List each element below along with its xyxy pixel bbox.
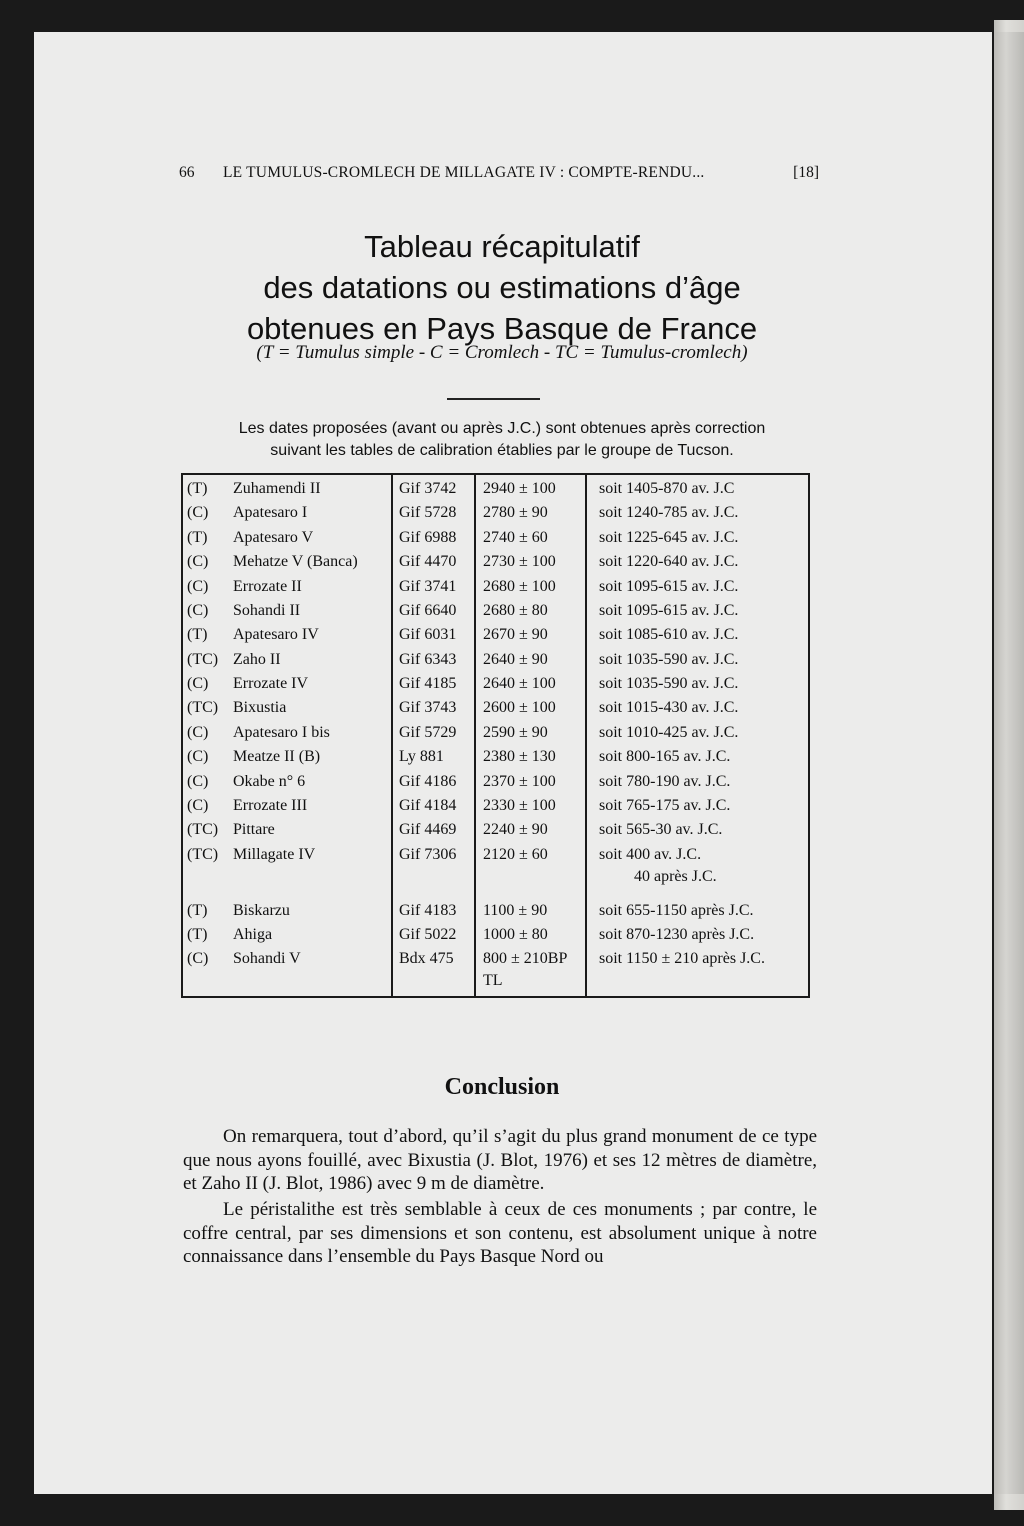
- row-site: Bixustia: [233, 699, 287, 716]
- section-number: [18]: [793, 164, 819, 181]
- row-date: 2120 ± 60: [483, 846, 548, 863]
- row-type: (T): [187, 926, 208, 943]
- row-date: 2600 ± 100: [483, 699, 556, 716]
- row-type: (C): [187, 950, 209, 967]
- row-date: 2670 ± 90: [483, 626, 548, 643]
- row-site: Apatesaro I: [233, 504, 308, 521]
- row-lab-code: Gif 5729: [399, 724, 457, 741]
- row-lab-code: Gif 4184: [399, 797, 457, 814]
- row-date: 2370 ± 100: [483, 773, 556, 790]
- separator-rule: [447, 398, 540, 400]
- row-type: (C): [187, 578, 209, 595]
- row-type: (C): [187, 797, 209, 814]
- row-site: Apatesaro V: [233, 529, 314, 546]
- table-title-line: des datations ou estimations d’âge: [263, 270, 741, 305]
- datation-table: [181, 473, 810, 998]
- table-row: [183, 651, 808, 675]
- table-row: [183, 602, 808, 626]
- row-calibrated: soit 1095-615 av. J.C.: [599, 578, 739, 595]
- row-calibrated: soit 1225-645 av. J.C.: [599, 529, 739, 546]
- row-lab-code: Gif 3743: [399, 699, 457, 716]
- row-calibrated: soit 1405-870 av. J.C: [599, 480, 735, 497]
- row-lab-code: Ly 881: [399, 748, 444, 765]
- row-lab-code: Gif 6988: [399, 529, 457, 546]
- table-row: [183, 529, 808, 553]
- row-site: Ahiga: [233, 926, 273, 943]
- row-site: Zuhamendi II: [233, 480, 321, 497]
- row-date: 2640 ± 90: [483, 651, 548, 668]
- gutter-shadow: [992, 32, 1024, 1494]
- row-type: (TC): [187, 846, 219, 863]
- row-site: Mehatze V (Banca): [233, 553, 358, 570]
- row-lab-code: Gif 4185: [399, 675, 457, 692]
- row-type: (C): [187, 553, 209, 570]
- row-calibrated: soit 1015-430 av. J.C.: [599, 699, 739, 716]
- row-date: 800 ± 210BP: [483, 950, 568, 967]
- row-calibrated: soit 870-1230 après J.C.: [599, 926, 755, 943]
- row-site: Zaho II: [233, 651, 281, 668]
- table-row: [183, 773, 808, 797]
- row-type: (T): [187, 626, 208, 643]
- row-calibrated: soit 565-30 av. J.C.: [599, 821, 723, 838]
- row-site: Apatesaro I bis: [233, 724, 330, 741]
- row-calibrated: soit 1010-425 av. J.C.: [599, 724, 739, 741]
- row-type: (C): [187, 724, 209, 741]
- note-line: Les dates proposées (avant ou après J.C.) sont obtenues après correction: [238, 420, 766, 437]
- table-row: [183, 902, 808, 926]
- row-lab-code: Gif 6640: [399, 602, 457, 619]
- row-date: 2680 ± 100: [483, 578, 556, 595]
- conclusion-heading: Conclusion: [444, 1074, 560, 1100]
- table-row: [183, 553, 808, 577]
- table-row: [183, 926, 808, 950]
- row-lab-code: Bdx 475: [399, 950, 454, 967]
- row-date: 2780 ± 90: [483, 504, 548, 521]
- row-site: Errozate II: [233, 578, 302, 595]
- row-calibrated: soit 1150 ± 210 après J.C.: [599, 950, 765, 967]
- type-legend: (T = Tumulus simple - C = Cromlech - TC = Tumulus-cromlech): [256, 342, 748, 363]
- row-calibrated: soit 655-1150 après J.C.: [599, 902, 754, 919]
- row-calibrated: soit 1240-785 av. J.C.: [599, 504, 739, 521]
- row-lab-code: Gif 6343: [399, 651, 457, 668]
- row-calibrated-line2: 40 après J.C.: [634, 868, 717, 885]
- row-calibrated: soit 765-175 av. J.C.: [599, 797, 731, 814]
- row-type: (TC): [187, 651, 219, 668]
- row-date: 2380 ± 130: [483, 748, 556, 765]
- row-type: (C): [187, 504, 209, 521]
- table-title: [180, 226, 824, 349]
- row-site: Pittare: [233, 821, 275, 838]
- row-type: (T): [187, 902, 208, 919]
- row-calibrated: soit 1035-590 av. J.C.: [599, 651, 739, 668]
- row-calibrated: soit 400 av. J.C.: [599, 846, 702, 863]
- row-type: (C): [187, 602, 209, 619]
- row-type: (TC): [187, 699, 219, 716]
- row-date: 2240 ± 90: [483, 821, 548, 838]
- conclusion-paragraph: On remarquera, tout d’abord, qu’il s’agit du plus grand monument de ce type que nous ayons fouillé, avec Bixustia (J. Blot, 1976) et ses 12 mètres de diamètre, et Zaho II (J. Blot, 1986) avec 9 m de diamètre.: [183, 1126, 817, 1194]
- row-lab-code: Gif 3742: [399, 480, 457, 497]
- table-title-line: Tableau récapitulatif: [364, 229, 640, 264]
- table-row: [183, 797, 808, 821]
- page-number: 66: [179, 164, 195, 181]
- row-site: Sohandi V: [233, 950, 301, 967]
- row-calibrated: soit 800-165 av. J.C.: [599, 748, 731, 765]
- table-row: [183, 504, 808, 528]
- row-site: Errozate III: [233, 797, 308, 814]
- row-date: 2640 ± 100: [483, 675, 556, 692]
- row-calibrated: soit 1095-615 av. J.C.: [599, 602, 739, 619]
- row-lab-code: Gif 4469: [399, 821, 457, 838]
- row-date: 2730 ± 100: [483, 553, 556, 570]
- row-date-line2: TL: [483, 972, 503, 989]
- row-lab-code: Gif 7306: [399, 846, 457, 863]
- table-title-line: obtenues en Pays Basque de France: [246, 311, 758, 346]
- note-line: suivant les tables de calibration établies par le groupe de Tucson.: [270, 442, 734, 459]
- row-date: 2740 ± 60: [483, 529, 548, 546]
- row-calibrated: soit 780-190 av. J.C.: [599, 773, 731, 790]
- row-site: Sohandi II: [233, 602, 301, 619]
- row-site: Biskarzu: [233, 902, 290, 919]
- table-row: [183, 675, 808, 699]
- table-row: [183, 578, 808, 602]
- table-row: [183, 821, 808, 845]
- row-site: Okabe n° 6: [233, 773, 306, 790]
- row-site: Errozate IV: [233, 675, 309, 692]
- row-calibrated: soit 1220-640 av. J.C.: [599, 553, 739, 570]
- table-row: [183, 480, 808, 504]
- table-row: [183, 724, 808, 748]
- row-site: Meatze II (B): [233, 748, 321, 765]
- row-lab-code: Gif 4183: [399, 902, 457, 919]
- row-lab-code: Gif 5728: [399, 504, 457, 521]
- row-date: 1000 ± 80: [483, 926, 548, 943]
- row-calibrated: soit 1085-610 av. J.C.: [599, 626, 739, 643]
- row-date: 2680 ± 80: [483, 602, 548, 619]
- row-lab-code: Gif 6031: [399, 626, 457, 643]
- row-date: 1100 ± 90: [483, 902, 548, 919]
- calibration-note: [180, 418, 824, 462]
- row-type: (C): [187, 748, 209, 765]
- row-lab-code: Gif 5022: [399, 926, 457, 943]
- row-lab-code: Gif 3741: [399, 578, 457, 595]
- table-row: [183, 699, 808, 723]
- row-type: (C): [187, 675, 209, 692]
- row-lab-code: Gif 4470: [399, 553, 457, 570]
- table-row: [183, 626, 808, 650]
- running-title: LE TUMULUS-CROMLECH DE MILLAGATE IV : COMPTE-RENDU...: [223, 164, 705, 181]
- row-date: 2940 ± 100: [483, 480, 556, 497]
- row-site: Apatesaro IV: [233, 626, 319, 643]
- table-row: [183, 846, 808, 885]
- row-lab-code: Gif 4186: [399, 773, 457, 790]
- row-site: Millagate IV: [233, 846, 316, 863]
- conclusion-paragraph: Le péristalithe est très semblable à ceux de ces monuments ; par contre, le coffre central, par ses dimensions et son contenu, est absolument unique à notre connaissance dans l’ensemble du Pays Basque Nord ou: [183, 1199, 817, 1267]
- row-type: (C): [187, 773, 209, 790]
- row-type: (T): [187, 480, 208, 497]
- row-type: (T): [187, 529, 208, 546]
- table-row: [183, 950, 808, 989]
- row-date: 2330 ± 100: [483, 797, 556, 814]
- row-calibrated: soit 1035-590 av. J.C.: [599, 675, 739, 692]
- table-row: [183, 748, 808, 772]
- row-date: 2590 ± 90: [483, 724, 548, 741]
- row-type: (TC): [187, 821, 219, 838]
